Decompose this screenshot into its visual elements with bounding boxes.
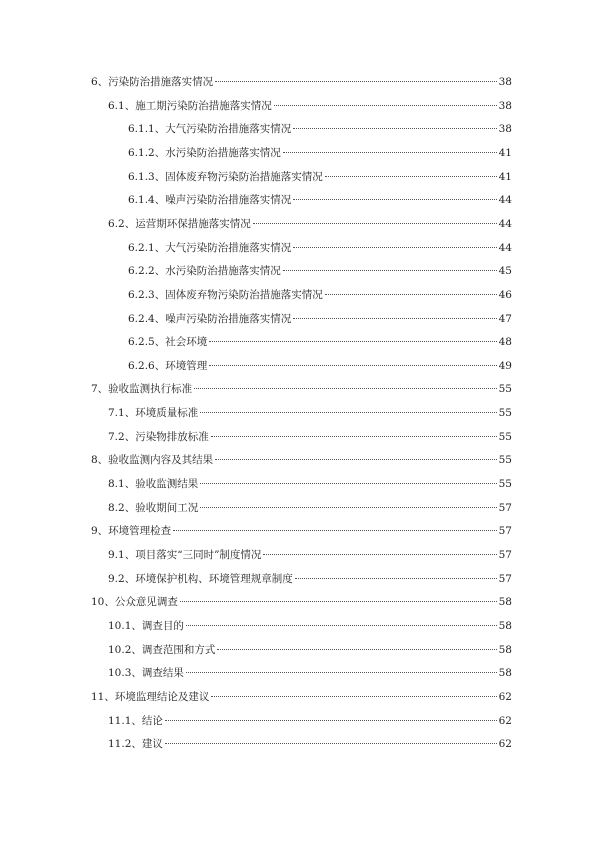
dot-leader <box>173 530 496 531</box>
dot-leader <box>293 199 496 200</box>
toc-entry-title: 7、验收监测执行标准 <box>91 383 193 396</box>
toc-entry-page-number: 47 <box>498 312 512 325</box>
toc-entry-title: 11、环境监理结论及建议 <box>91 690 210 703</box>
toc-entry-page-number: 55 <box>498 478 512 491</box>
toc-entry-page-number: 38 <box>498 99 512 112</box>
toc-entry-page-number: 58 <box>498 643 512 656</box>
toc-entry[interactable] <box>91 74 512 90</box>
toc-entry-page-number: 55 <box>498 407 512 420</box>
dot-leader <box>194 388 496 389</box>
toc-entry-title: 9、环境管理检查 <box>91 525 172 538</box>
toc-entry[interactable] <box>108 98 512 114</box>
toc-entry-page-number: 41 <box>498 170 512 183</box>
toc-entry-title: 6.2.1、大气污染防治措施落实情况 <box>128 241 292 254</box>
toc-entry-page-number: 44 <box>498 217 512 230</box>
toc-entry[interactable] <box>91 689 512 705</box>
dot-leader <box>293 247 496 248</box>
toc-entry-page-number: 48 <box>498 336 512 349</box>
toc-entry[interactable] <box>108 476 512 492</box>
toc-entry-page-number: 62 <box>498 714 512 727</box>
toc-entry-title: 11.1、结论 <box>108 714 163 727</box>
toc-entry[interactable] <box>108 500 512 516</box>
toc-entry-page-number: 57 <box>498 525 512 538</box>
dot-leader <box>215 81 496 82</box>
toc-entry-page-number: 44 <box>498 194 512 207</box>
dot-leader <box>283 270 497 271</box>
dot-leader <box>211 696 496 697</box>
toc-entry-page-number: 58 <box>498 596 512 609</box>
toc-entry-title: 10.1、调查目的 <box>108 619 184 632</box>
dot-leader <box>165 743 497 744</box>
toc-entry-page-number: 45 <box>498 265 512 278</box>
toc-entry[interactable] <box>108 713 512 729</box>
dot-leader <box>200 483 496 484</box>
dot-leader <box>325 294 497 295</box>
dot-leader <box>274 105 497 106</box>
toc-entry-title: 6.1.4、噪声污染防治措施落实情况 <box>128 194 292 207</box>
dot-leader <box>293 318 496 319</box>
toc-entry-title: 9.1、项目落实“三同时”制度情况 <box>108 549 262 561</box>
toc-entry[interactable] <box>128 192 512 208</box>
toc-entry-page-number: 55 <box>498 383 512 396</box>
toc-entry[interactable] <box>128 287 512 303</box>
toc-entry-title: 9.2、环境保护机构、环境管理规章制度 <box>108 572 293 585</box>
dot-leader <box>295 578 497 579</box>
toc-entry-title: 11.2、建议 <box>108 738 163 751</box>
toc-entry[interactable] <box>128 263 512 279</box>
dot-leader <box>211 436 497 437</box>
toc-entry[interactable] <box>108 665 512 681</box>
dot-leader <box>200 412 496 413</box>
toc-entry[interactable] <box>128 145 512 161</box>
toc-entry[interactable] <box>91 452 512 468</box>
toc-entry-page-number: 58 <box>498 667 512 680</box>
toc-entry[interactable] <box>108 429 512 445</box>
toc-entry-title: 6.2.2、水污染防治措施落实情况 <box>128 265 281 278</box>
dot-leader <box>325 176 497 177</box>
toc-entry-title: 6、污染防治措施落实情况 <box>91 76 214 88</box>
dot-leader <box>293 128 496 129</box>
toc-entry[interactable] <box>128 334 512 350</box>
toc-entry-page-number: 58 <box>498 619 512 632</box>
dot-leader <box>209 365 496 366</box>
toc-entry[interactable] <box>91 594 512 610</box>
toc-entry-page-number: 38 <box>498 123 512 136</box>
toc-entry[interactable] <box>108 736 512 752</box>
toc-entry[interactable] <box>91 381 512 397</box>
toc-entry-title: 7.2、污染物排放标准 <box>108 430 209 443</box>
dot-leader <box>186 625 497 626</box>
toc-entry[interactable] <box>108 618 512 634</box>
toc-entry-title: 6.1、施工期污染防治措施落实情况 <box>108 99 272 112</box>
toc-entry-title: 6.2.4、噪声污染防治措施落实情况 <box>128 312 292 325</box>
dot-leader <box>165 720 497 721</box>
toc-entry-page-number: 38 <box>498 76 512 88</box>
toc-entry-title: 6.1.1、大气污染防治措施落实情况 <box>128 123 292 136</box>
toc-entry-page-number: 57 <box>498 549 512 561</box>
toc-entry-page-number: 55 <box>498 454 512 467</box>
toc-entry[interactable] <box>108 216 512 232</box>
dot-leader <box>263 554 496 555</box>
toc-entry-title: 10.3、调查结果 <box>108 667 184 680</box>
toc-entry[interactable] <box>128 311 512 327</box>
toc-entry[interactable] <box>128 358 512 374</box>
toc-entry[interactable] <box>128 240 512 256</box>
toc-entry[interactable] <box>91 523 512 539</box>
toc-entry-page-number: 44 <box>498 241 512 254</box>
toc-entry-page-number: 57 <box>498 572 512 585</box>
toc-entry[interactable] <box>108 405 512 421</box>
toc-entry[interactable] <box>128 121 512 137</box>
dot-leader <box>186 672 497 673</box>
dot-leader <box>215 459 496 460</box>
toc-entry-title: 6.2.3、固体废弃物污染防治措施落实情况 <box>128 288 323 301</box>
toc-entry[interactable] <box>108 642 512 658</box>
toc-entry-page-number: 55 <box>498 430 512 443</box>
toc-entry-title: 6.1.2、水污染防治措施落实情况 <box>128 146 281 159</box>
dot-leader <box>209 341 496 342</box>
dot-leader <box>253 223 497 224</box>
toc-entry-page-number: 46 <box>498 288 512 301</box>
dot-leader <box>200 507 496 508</box>
dot-leader <box>283 152 497 153</box>
toc-entry[interactable] <box>128 169 512 185</box>
toc-entry-title: 6.2.6、环境管理 <box>128 359 208 372</box>
toc-entry-title: 6.1.3、固体废弃物污染防治措施落实情况 <box>128 170 323 183</box>
toc-entry-page-number: 49 <box>498 359 512 372</box>
toc-entry-title: 10.2、调查范围和方式 <box>108 643 216 656</box>
toc-entry-title: 10、公众意见调查 <box>91 596 178 609</box>
toc-entry-title: 6.2、运营期环保措施落实情况 <box>108 217 251 230</box>
toc-entry-title: 7.1、环境质量标准 <box>108 407 199 420</box>
dot-leader <box>217 649 496 650</box>
dot-leader <box>180 601 497 602</box>
toc-entry[interactable] <box>108 547 512 563</box>
toc-entry-page-number: 62 <box>498 690 512 703</box>
toc-entry-page-number: 62 <box>498 738 512 751</box>
toc-entry[interactable] <box>108 571 512 587</box>
toc-entry-title: 8.1、验收监测结果 <box>108 478 199 491</box>
toc-entry-title: 8、验收监测内容及其结果 <box>91 454 214 467</box>
toc-entry-page-number: 57 <box>498 501 512 514</box>
toc-entry-page-number: 41 <box>498 146 512 159</box>
toc-entry-title: 8.2、验收期间工况 <box>108 501 199 514</box>
toc-entry-title: 6.2.5、社会环境 <box>128 336 208 349</box>
